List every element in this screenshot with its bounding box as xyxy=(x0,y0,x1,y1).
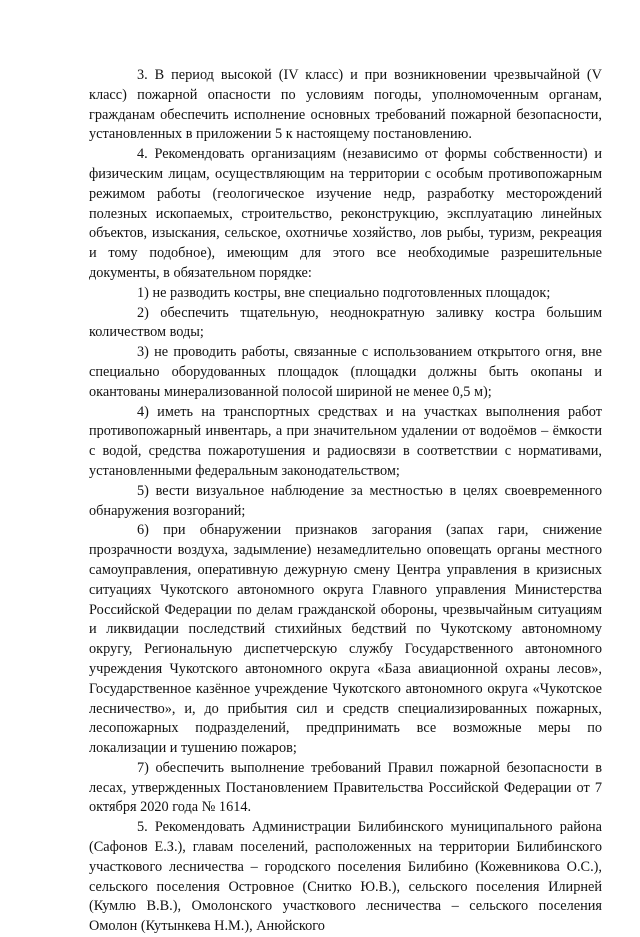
document-page xyxy=(89,66,602,937)
paragraph-item-4: 4. Рекомендовать организациям (независимо от формы собственности) и физическим лицам, осуществляющим на территории с особым противопожарным режимом работы (геологическое изучение недр, разработку месторождений полезных ископаемых, строительство, реконструкцию, эксплуатацию линейных объектов, изыскания, сельское, охотничье хозяйство, лов рыбы, туризм, рекреация и тому подобное), имеющим для этого все необходимые разрешительные документы, в обязательном порядке: xyxy=(89,146,602,281)
subitem-6: 6) при обнаружении признаков загорания (запах гари, снижение прозрачности воздуха, задымление) незамедлительно оповещать органы местного самоуправления, оперативную дежурную смену Центра управления в кризисных ситуациях Чукотского автономного округа Главного управления Министерства Российской Федерации по делам гражданской обороны, чрезвычайным ситуациям и ликвидации последствий стихийных бедствий по Чукотскому автономному округу, Региональную диспетчерскую службу Государственного автономного учреждения Чукотского автономного округа «База авиационной охраны лесов», Государственное казённое учреждение Чукотского автономного округа «Чукотское лесничество», и, до прибытия сил и средств специализированных пожарных, лесопожарных подразделений, предпринимать все возможные меры по локализации и тушению пожаров; xyxy=(89,522,602,757)
subitem-5: 5) вести визуальное наблюдение за местностью в целях своевременного обнаружения возгораний; xyxy=(89,482,602,519)
paragraph-item-5: 5. Рекомендовать Администрации Билибинского муниципального района (Сафонов Е.З.), главам поселений, расположенных на территории Билибинского участкового лесничества – городского поселения Билибино (Кожевникова О.С.), сельского поселения Островное (Снитко Ю.В.), сельского поселения Илирней (Кумлю В.В.), Омолонского участкового лесничества – сельского поселения Омолон (Кутынкева Н.М.), Анюйского xyxy=(89,819,602,935)
subitem-7: 7) обеспечить выполнение требований Правил пожарной безопасности в лесах, утвержденных Постановлением Правительства Российской Федерации от 7 октября 2020 года № 1614. xyxy=(89,759,602,816)
subitem-1: 1) не разводить костры, вне специально подготовленных площадок; xyxy=(137,284,551,301)
paragraph-item-3: 3. В период высокой (IV класс) и при возникновении чрезвычайной (V класс) пожарной опасности по условиям погоды, уполномоченным органам, гражданам обеспечить исполнение основных требований пожарной безопасности, установленных в приложении 5 к настоящему постановлению. xyxy=(89,67,602,143)
subitem-4: 4) иметь на транспортных средствах и на участках выполнения работ противопожарный инвентарь, а при значительном удалении от водоёмов – ёмкости с водой, средства пожаротушения и радиосвязи в соответствии с нормативами, установленными федеральным законодательством; xyxy=(89,403,602,479)
subitem-2: 2) обеспечить тщательную, неоднократную заливку костра большим количеством воды; xyxy=(89,304,602,341)
subitem-3: 3) не проводить работы, связанные с использованием открытого огня, вне специально оборудованных площадок (площадки должны быть окопаны и окантованы минерализованной полосой шириной не менее 0,5 м); xyxy=(89,344,602,400)
